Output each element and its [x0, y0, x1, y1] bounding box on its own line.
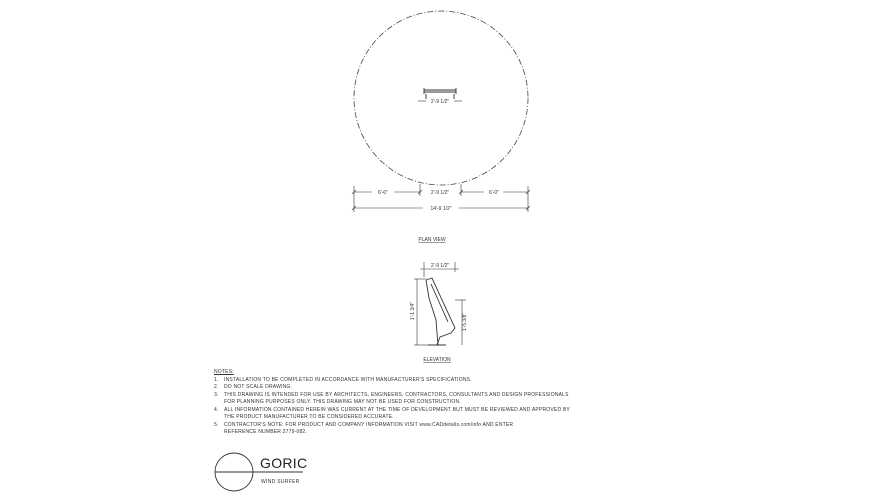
clearance-circle	[354, 11, 528, 185]
seat-elevation-profile	[426, 278, 455, 345]
seat-width-label: 2'-9 1/2"	[430, 99, 450, 105]
notes-block	[214, 369, 634, 437]
note-item: 1. INSTALLATION TO BE COMPLETED IN ACCORDANCE WITH MANUFACTURER'S SPECIFICATIONS.	[214, 376, 472, 383]
dim-right-label: 6'-0"	[489, 190, 499, 196]
elevation-side-dimensions	[414, 279, 466, 345]
note-item: 2. DO NOT SCALE DRAWING.	[214, 384, 293, 390]
elevation-top-width-label: 2'-9 1/2"	[430, 263, 450, 269]
brand-name: GORIC	[260, 455, 308, 471]
note-item: 3. THIS DRAWING IS INTENDED FOR USE BY ARCHITECTS, ENGINEERS, CONTRACTORS, CONSULTANTS AND DESIGN PROFESSIONALS FOR PLANNING PURPOSES ONLY. THIS DRAWING MAY NOT BE USED FOR CONSTRUCTION.	[214, 391, 569, 405]
notes-heading: NOTES:	[214, 369, 234, 375]
overall-dimension-label: 14'-9 1/2"	[430, 206, 452, 212]
seat-symbol	[424, 88, 456, 99]
dim-left-label: 6'-0"	[378, 190, 388, 196]
plan-view-title: PLAN VIEW	[418, 237, 446, 243]
product-name: WIND SURFER	[261, 479, 300, 485]
elevation-right-height-label: 1'-5 3/8"	[462, 312, 468, 332]
note-item: 4. ALL INFORMATION CONTAINED HEREIN WAS CURRENT AT THE TIME OF DEVELOPMENT BUT MUST BE REVIEWED AND APPROVED BY THE PRODUCT MANUFACTURER TO BE CONSIDERED ACCURATE.	[214, 406, 570, 420]
dim-center-label: 2'-9 1/2"	[430, 190, 450, 196]
note-item: 5. CONTRACTOR'S NOTE: FOR PRODUCT AND COMPANY INFORMATION VISIT www.CADdetails.com/info AND ENTER REFERENCE NUMBER 2779-082.	[214, 421, 514, 435]
elevation-left-height-label: 1'-1 3/4"	[410, 301, 416, 321]
elevation-title: ELEVATION	[423, 357, 451, 363]
